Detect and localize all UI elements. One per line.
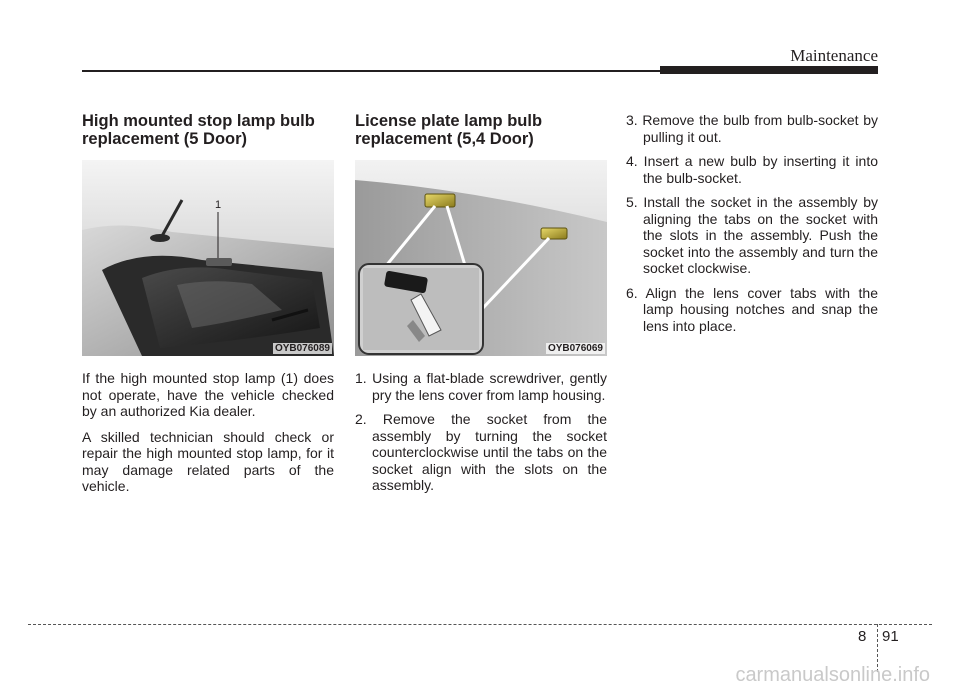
section-title: Maintenance (790, 46, 878, 65)
column-steps-continued (626, 112, 878, 342)
step-5: 5. Install the socket in the assembly by aligning the tabs on the socket with the slots in the assembly. Push the socket into the assembly and turn the socket clockwise. (626, 194, 878, 276)
callout-number: 1 (215, 199, 222, 211)
license-lamp-steps-continued (626, 112, 878, 334)
column-stop-lamp (82, 112, 334, 504)
stop-lamp-figure (82, 160, 334, 356)
header-rule (82, 70, 660, 72)
step-6: 6. Align the lens cover tabs with the lamp housing notches and snap the lens into place. (626, 284, 878, 334)
step-2: 2. Remove the socket from the assembly by turning the socket counterclockwise until the tabs on the socket align with the slots on the assembly. (355, 411, 607, 493)
rear-hatch-illustration (82, 160, 334, 356)
header-bar (660, 66, 878, 74)
chapter-number: 8 (858, 628, 867, 645)
column-license-lamp (355, 112, 607, 502)
license-lamp-heading-line2: replacement (5,4 Door) (355, 130, 534, 148)
stop-lamp-paragraph-2: A skilled technician should check or repair the high mounted stop lamp, for it may damage related parts of the vehicle. (82, 428, 334, 494)
license-lamp-figure (355, 160, 607, 356)
figure-code: OYB076089 (274, 343, 330, 354)
stop-lamp-heading-line1: High mounted stop lamp bulb (82, 112, 315, 130)
stop-lamp-paragraph-1: If the high mounted stop lamp (1) does not operate, have the vehicle checked by an authorized Kia dealer. (82, 370, 334, 419)
stop-lamp-heading-line2: replacement (5 Door) (82, 130, 248, 148)
step-4: 4. Insert a new bulb by inserting it into the bulb-socket. (626, 153, 878, 186)
license-lamp-steps (355, 370, 607, 494)
license-lamp-illustration (355, 160, 607, 356)
footer-rule (28, 624, 932, 625)
step-1: 1. Using a flat-blade screwdriver, gently pry the lens cover from lamp housing. (355, 370, 607, 403)
step-3: 3. Remove the bulb from bulb-socket by pulling it out. (626, 112, 878, 145)
figure-code: OYB076069 (547, 343, 603, 354)
page-number: 91 (882, 628, 899, 645)
license-lamp-heading-line1: License plate lamp bulb (355, 112, 543, 130)
stop-lamp-heading (82, 112, 334, 148)
watermark: carmanualsonline.info (735, 664, 930, 686)
license-lamp-heading (355, 112, 607, 148)
